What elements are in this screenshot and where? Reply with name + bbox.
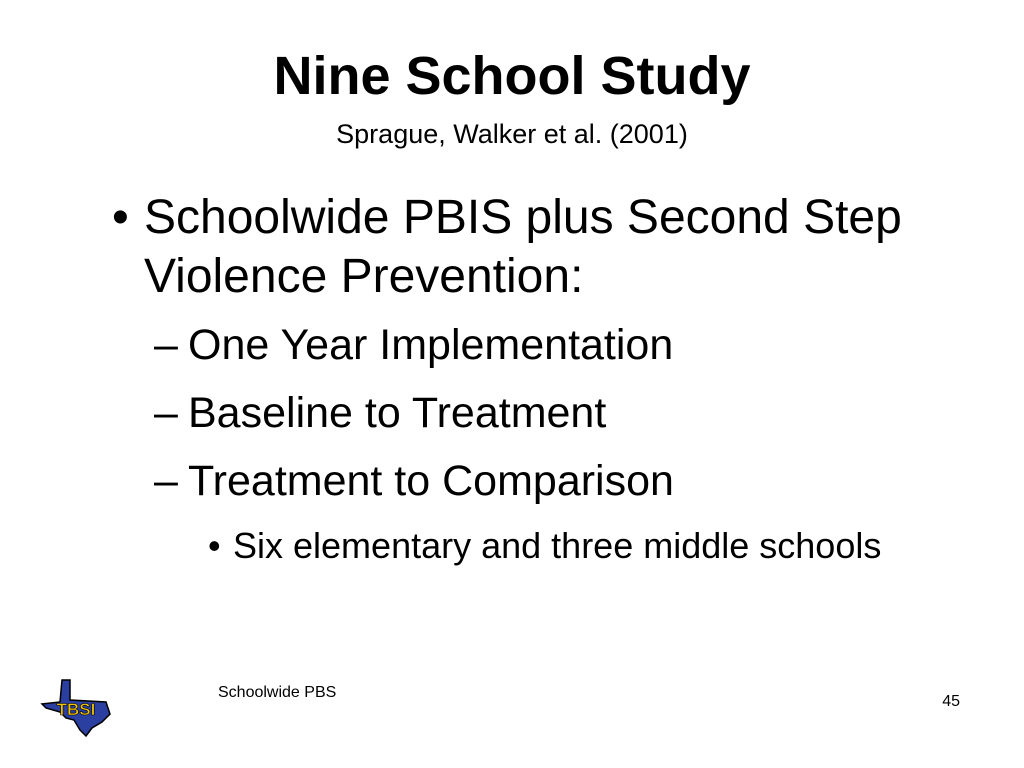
bullet-marker: • — [112, 191, 129, 244]
slide-subtitle: Sprague, Walker et al. (2001) — [336, 119, 688, 149]
sub-bullet-2 — [154, 387, 914, 439]
sub-bullet-text: Treatment to Comparison — [188, 457, 674, 505]
logo-text: TBSI — [56, 700, 96, 719]
footer-text: Schoolwide PBS — [218, 684, 337, 701]
dash-marker: – — [154, 457, 178, 505]
sub-bullet-3 — [154, 455, 914, 507]
texas-state-logo-icon — [40, 678, 112, 738]
sub-sub-bullet-text: Six elementary and three middle schools — [233, 525, 882, 566]
sub-sub-bullet — [208, 525, 908, 566]
page-number: 45 — [942, 693, 960, 710]
bullet-marker: • — [208, 525, 221, 566]
dash-marker: – — [154, 321, 178, 369]
slide-title: Nine School Study — [273, 46, 751, 106]
dash-marker: – — [154, 389, 178, 437]
sub-bullet-1 — [154, 319, 914, 371]
sub-bullet-text: One Year Implementation — [188, 321, 674, 369]
bullet-main-text: Schoolwide PBIS plus Second Step Violence Prevention: — [144, 191, 902, 303]
bullet-main — [100, 188, 940, 306]
sub-bullet-text: Baseline to Treatment — [188, 389, 607, 437]
